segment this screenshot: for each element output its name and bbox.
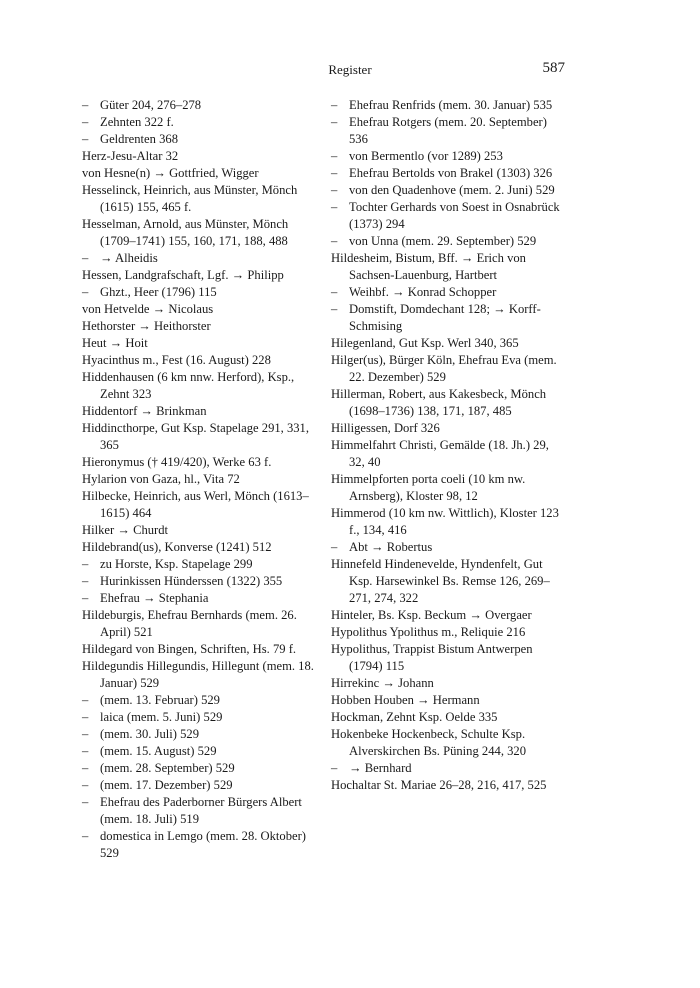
- entry-text: Hilker → Churdt: [82, 523, 169, 537]
- subentry-dash: –: [331, 98, 338, 112]
- entry-text: Weihbf. → Konrad Schopper: [349, 285, 497, 299]
- entry-text: Himmerod (10 km nw. Wittlich), Kloster 123 f., 134, 416: [331, 506, 559, 537]
- entry-text: Herz-Jesu-Altar 32: [82, 149, 179, 163]
- entry-text: Hildesheim, Bistum, Bff. → Erich von Sachsen-Lauenburg, Hartbert: [331, 251, 526, 282]
- index-entry: [331, 641, 565, 675]
- index-entry: [82, 165, 316, 182]
- index-entry: [331, 352, 565, 386]
- index-entry: [82, 352, 316, 369]
- entry-text: Hiddentorf → Brinkman: [82, 404, 207, 418]
- index-entry: [331, 675, 565, 692]
- subentry-dash: –: [331, 234, 338, 248]
- subentry-dash: –: [82, 557, 89, 571]
- index-subentry: [331, 148, 565, 165]
- entry-text: (mem. 28. September) 529: [100, 761, 235, 775]
- index-entry: [331, 420, 565, 437]
- subentry-dash: –: [82, 727, 89, 741]
- index-entry: [82, 403, 316, 420]
- index-entry: [331, 335, 565, 352]
- index-entry: [82, 335, 316, 352]
- index-entry: [331, 777, 565, 794]
- index-subentry: [331, 539, 565, 556]
- entry-text: Geldrenten 368: [100, 132, 178, 146]
- index-entry: [82, 641, 316, 658]
- subentry-dash: –: [82, 132, 89, 146]
- entry-text: Hypolithus, Trappist Bistum Antwerpen (1794) 115: [331, 642, 533, 673]
- entry-text: Hessen, Landgrafschaft, Lgf. → Philipp: [82, 268, 284, 282]
- entry-text: von Hetvelde → Nicolaus: [82, 302, 214, 316]
- index-entry: [82, 488, 316, 522]
- entry-text: (mem. 17. Dezember) 529: [100, 778, 233, 792]
- index-entry: [82, 369, 316, 403]
- index-subentry: [82, 250, 316, 267]
- index-entry: [82, 301, 316, 318]
- index-subentry: [331, 760, 565, 777]
- page-number: 587: [542, 60, 565, 76]
- entry-text: Hilegenland, Gut Ksp. Werl 340, 365: [331, 336, 519, 350]
- subentry-dash: –: [82, 285, 89, 299]
- entry-text: Hillerman, Robert, aus Kakesbeck, Mönch (1698–1736) 138, 171, 187, 485: [331, 387, 547, 418]
- entry-text: Heut → Hoit: [82, 336, 148, 350]
- entry-text: Hochaltar St. Mariae 26–28, 216, 417, 525: [331, 778, 547, 792]
- index-subentry: [82, 777, 316, 794]
- subentry-dash: –: [331, 183, 338, 197]
- index-entry: [82, 318, 316, 335]
- entry-text: Hesselinck, Heinrich, aus Münster, Mönch (1615) 155, 465 f.: [82, 183, 298, 214]
- index-entry: [331, 709, 565, 726]
- subentry-dash: –: [331, 761, 338, 775]
- index-subentry: [82, 828, 316, 862]
- entry-text: Hildegundis Hillegundis, Hillegunt (mem. 18. Januar) 529: [82, 659, 314, 690]
- entry-text: Ghzt., Heer (1796) 115: [100, 285, 217, 299]
- index-subentry: [82, 131, 316, 148]
- entry-text: Himmelpforten porta coeli (10 km nw. Arnsberg), Kloster 98, 12: [331, 472, 526, 503]
- entry-text: von Hesne(n) → Gottfried, Wigger: [82, 166, 259, 180]
- entry-text: laica (mem. 5. Juni) 529: [100, 710, 223, 724]
- index-column-right: [331, 97, 565, 794]
- entry-text: Hirrekinc → Johann: [331, 676, 434, 690]
- entry-text: Zehnten 322 f.: [100, 115, 174, 129]
- subentry-dash: –: [82, 115, 89, 129]
- subentry-dash: –: [331, 166, 338, 180]
- index-column-left: [82, 97, 316, 862]
- entry-text: → Alheidis: [100, 251, 158, 265]
- entry-text: Hesselman, Arnold, aus Münster, Mönch (1709–1741) 155, 160, 171, 188, 488: [82, 217, 289, 248]
- subentry-dash: –: [82, 251, 89, 265]
- entry-text: Ehefrau Rotgers (mem. 20. September) 536: [349, 115, 547, 146]
- entry-text: Ehefrau des Paderborner Bürgers Albert (mem. 18. Juli) 519: [100, 795, 302, 826]
- index-subentry: [82, 590, 316, 607]
- index-entry: [331, 624, 565, 641]
- entry-text: domestica in Lemgo (mem. 28. Oktober) 529: [100, 829, 306, 860]
- subentry-dash: –: [331, 149, 338, 163]
- index-entry: [82, 216, 316, 250]
- index-entry: [331, 607, 565, 624]
- index-subentry: [331, 284, 565, 301]
- entry-text: Himmelfahrt Christi, Gemälde (18. Jh.) 29, 32, 40: [331, 438, 549, 469]
- entry-text: von den Quadenhove (mem. 2. Juni) 529: [349, 183, 555, 197]
- subentry-dash: –: [82, 829, 89, 843]
- index-subentry: [82, 760, 316, 777]
- entry-text: Güter 204, 276–278: [100, 98, 202, 112]
- subentry-dash: –: [331, 200, 338, 214]
- subentry-dash: –: [82, 98, 89, 112]
- entry-text: Tochter Gerhards von Soest in Osnabrück (1373) 294: [349, 200, 560, 231]
- index-entry: [82, 148, 316, 165]
- index-subentry: [331, 97, 565, 114]
- index-entry: [331, 250, 565, 284]
- index-entry: [82, 454, 316, 471]
- index-entry: [331, 471, 565, 505]
- index-entry: [82, 182, 316, 216]
- subentry-dash: –: [82, 591, 89, 605]
- subentry-dash: –: [82, 761, 89, 775]
- entry-text: Hildebrand(us), Konverse (1241) 512: [82, 540, 272, 554]
- index-subentry: [331, 165, 565, 182]
- index-entry: [331, 386, 565, 420]
- entry-text: Ehefrau Renfrids (mem. 30. Januar) 535: [349, 98, 553, 112]
- entry-text: (mem. 13. Februar) 529: [100, 693, 220, 707]
- index-subentry: [82, 726, 316, 743]
- subentry-dash: –: [82, 693, 89, 707]
- entry-text: zu Horste, Ksp. Stapelage 299: [100, 557, 253, 571]
- running-head: Register: [328, 62, 372, 77]
- index-entry: [82, 607, 316, 641]
- entry-text: Hyacinthus m., Fest (16. August) 228: [82, 353, 271, 367]
- index-entry: [82, 471, 316, 488]
- subentry-dash: –: [331, 540, 338, 554]
- entry-text: von Bermentlo (vor 1289) 253: [349, 149, 503, 163]
- entry-text: Hylarion von Gaza, hl., Vita 72: [82, 472, 240, 486]
- subentry-dash: –: [331, 115, 338, 129]
- entry-text: Hinteler, Bs. Ksp. Beckum → Overgaer: [331, 608, 532, 622]
- index-subentry: [331, 301, 565, 335]
- entry-text: Ehefrau Bertolds von Brakel (1303) 326: [349, 166, 553, 180]
- entry-text: Hobben Houben → Hermann: [331, 693, 480, 707]
- entry-text: Hypolithus Ypolithus m., Reliquie 216: [331, 625, 526, 639]
- entry-text: Hokenbeke Hockenbeck, Schulte Ksp. Alverskirchen Bs. Püning 244, 320: [331, 727, 527, 758]
- entry-text: (mem. 15. August) 529: [100, 744, 217, 758]
- entry-text: Hilligessen, Dorf 326: [331, 421, 440, 435]
- subentry-dash: –: [82, 744, 89, 758]
- entry-text: → Bernhard: [349, 761, 412, 775]
- index-entry: [82, 267, 316, 284]
- index-entry: [82, 539, 316, 556]
- subentry-dash: –: [82, 778, 89, 792]
- index-entry: [331, 437, 565, 471]
- index-entry: [331, 726, 565, 760]
- entry-text: Hildegard von Bingen, Schriften, Hs. 79 f.: [82, 642, 297, 656]
- index-subentry: [82, 97, 316, 114]
- entry-text: Ehefrau → Stephania: [100, 591, 209, 605]
- entry-text: Hiddincthorpe, Gut Ksp. Stapelage 291, 331, 365: [82, 421, 310, 452]
- entry-text: Hinnefeld Hindenevelde, Hyndenfelt, Gut Ksp. Harsewinkel Bs. Remse 126, 269–271, 274, 322: [331, 557, 550, 605]
- subentry-dash: –: [82, 574, 89, 588]
- entry-text: Hiddenhausen (6 km nnw. Herford), Ksp., Zehnt 323: [82, 370, 295, 401]
- entry-text: Hildeburgis, Ehefrau Bernhards (mem. 26. April) 521: [82, 608, 297, 639]
- index-subentry: [82, 573, 316, 590]
- index-subentry: [331, 114, 565, 148]
- entry-text: Hilger(us), Bürger Köln, Ehefrau Eva (mem. 22. Dezember) 529: [331, 353, 557, 384]
- index-subentry: [82, 692, 316, 709]
- index-subentry: [331, 233, 565, 250]
- index-entry: [82, 522, 316, 539]
- subentry-dash: –: [82, 710, 89, 724]
- index-subentry: [82, 114, 316, 131]
- index-subentry: [331, 199, 565, 233]
- entry-text: Domstift, Domdechant 128; → Korff-Schmising: [349, 302, 541, 333]
- subentry-dash: –: [331, 285, 338, 299]
- entry-text: Hurinkissen Hünderssen (1322) 355: [100, 574, 283, 588]
- entry-text: Hethorster → Heithorster: [82, 319, 211, 333]
- entry-text: Hockman, Zehnt Ksp. Oelde 335: [331, 710, 498, 724]
- index-subentry: [82, 284, 316, 301]
- index-subentry: [82, 556, 316, 573]
- subentry-dash: –: [82, 795, 89, 809]
- entry-text: Hieronymus († 419/420), Werke 63 f.: [82, 455, 272, 469]
- index-subentry: [82, 743, 316, 760]
- subentry-dash: –: [331, 302, 338, 316]
- entry-text: Hilbecke, Heinrich, aus Werl, Mönch (1613–1615) 464: [82, 489, 309, 520]
- index-subentry: [331, 182, 565, 199]
- entry-text: (mem. 30. Juli) 529: [100, 727, 199, 741]
- index-entry: [331, 556, 565, 607]
- index-entry: [331, 505, 565, 539]
- entry-text: von Unna (mem. 29. September) 529: [349, 234, 537, 248]
- entry-text: Abt → Robertus: [349, 540, 433, 554]
- index-subentry: [82, 794, 316, 828]
- index-subentry: [82, 709, 316, 726]
- index-entry: [82, 658, 316, 692]
- index-entry: [82, 420, 316, 454]
- index-entry: [331, 692, 565, 709]
